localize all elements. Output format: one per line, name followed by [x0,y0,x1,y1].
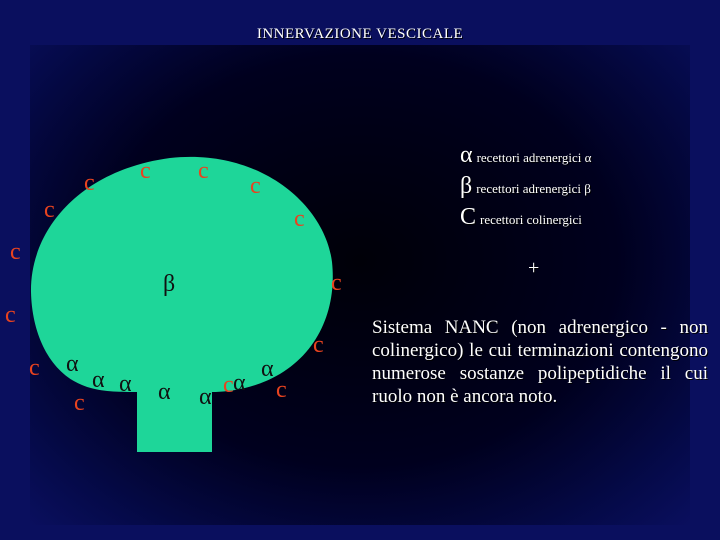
cholinergic-label: c [74,390,85,416]
legend [460,142,591,235]
legend-symbol: C [460,204,477,230]
cholinergic-label: c [44,197,55,223]
legend-text: recettori adrenergici α [476,150,592,165]
cholinergic-label: c [140,158,151,184]
cholinergic-label: c [198,158,209,184]
beta-label: β [163,271,176,297]
alpha-label: α [158,379,171,405]
cholinergic-label: c [313,332,324,358]
cholinergic-label: c [294,206,305,232]
plus-sign: + [528,257,540,279]
alpha-label: α [119,371,132,397]
cholinergic-label: c [10,239,21,265]
legend-item-cholinergic [460,204,591,235]
legend-text: recettori colinergici [480,212,582,227]
alpha-label: α [199,384,212,410]
cholinergic-label: c [331,270,342,296]
legend-item-beta [460,173,591,204]
legend-text: recettori adrenergici β [476,181,591,196]
nanc-description: Sistema NANC (non adrenergico - non colinergico) le cui terminazioni contengono numerose sostanze polipeptidiche il cui ruolo non è ancora noto. [372,317,708,407]
cholinergic-label: c [250,173,261,199]
alpha-label: α [233,370,246,396]
legend-symbol: β [460,173,473,199]
alpha-label: α [261,356,274,382]
legend-symbol: α [460,142,473,168]
cholinergic-label: c [84,170,95,196]
slide-title: INNERVAZIONE VESCICALE [256,26,464,42]
alpha-label: α [92,367,105,393]
cholinergic-label: c [223,372,234,398]
legend-item-alpha [460,142,591,173]
alpha-label: α [66,351,79,377]
cholinergic-label: c [5,302,16,328]
cholinergic-label: c [29,355,40,381]
cholinergic-label: c [276,377,287,403]
